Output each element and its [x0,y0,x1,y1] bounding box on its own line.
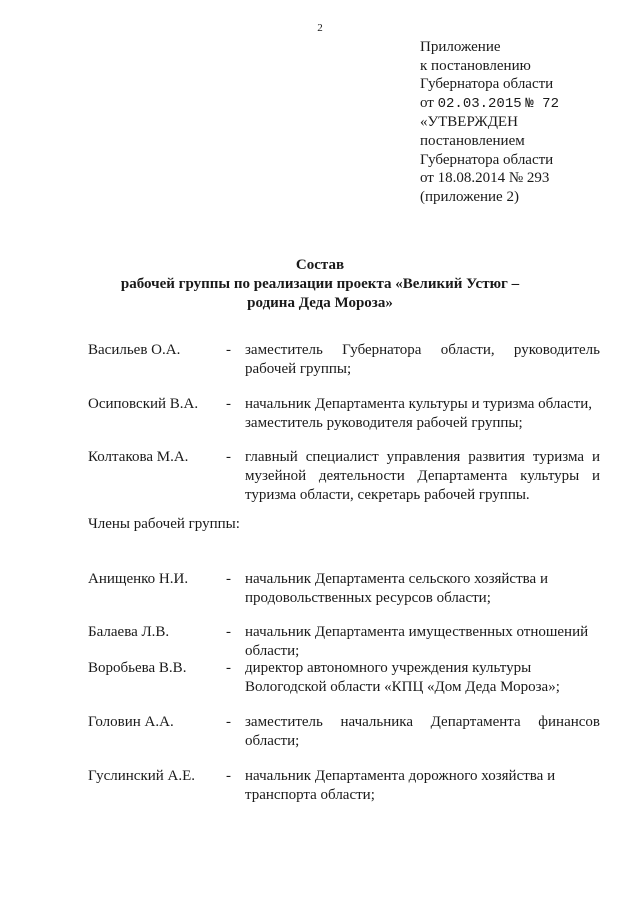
person-role: директор автономного учреждения культуры Вологодской области «КПЦ «Дом Деда Мороза»; [245,660,560,695]
person-name: Гуслинский А.Е. [88,768,196,784]
person-role: начальник Департамента дорожного хозяйства и транспорта области; [245,768,556,803]
document-title [0,256,640,313]
approved-line: Губернатора области [420,151,554,168]
title-line: родина Деда Мороза» [247,295,393,311]
approved-line: от 18.08.2014 № 293 [420,170,550,187]
person-role: заместитель Губернатора области, руководитель рабочей группы; [245,342,600,377]
person-name: Осиповский В.А. [88,396,199,412]
person-name: Балаева Л.В. [88,624,170,640]
approved-line: (приложение 2) [420,188,519,205]
appendix-date: 02.03.2015 [437,95,522,112]
approved-line: постановлением [420,132,525,149]
person-role: начальник Департамента культуры и туризма области, заместитель руководителя рабочей группы; [245,396,593,431]
dash-separator: - [226,768,231,784]
appendix-line: к постановлению [420,57,531,74]
dash-separator: - [226,714,231,730]
appendix-line: Губернатора области [420,76,554,93]
dash-separator: - [226,396,231,412]
person-name: Головин А.А. [88,714,174,730]
person-name: Колтакова М.А. [88,449,189,465]
appendix-date-line [420,94,559,114]
title-line: рабочей группы по реализации проекта «Великий Устюг – [120,276,520,292]
appendix-date-prefix: от [420,94,434,111]
person-role: главный специалист управления развития туризма и музейной деятельности Департамента культуры и туризма области, секретарь рабочей группы. [245,449,600,503]
dash-separator: - [226,571,231,587]
appendix-line: Приложение [420,39,501,55]
person-role: начальник Департамента сельского хозяйства и продовольственных ресурсов области; [245,571,548,606]
page-number: 2 [317,22,323,34]
dash-separator: - [226,624,231,640]
dash-separator: - [226,449,231,465]
members-heading: Члены рабочей группы: [88,516,240,532]
person-role: начальник Департамента имущественных отношений области; [245,624,589,659]
person-name: Анищенко Н.И. [88,571,189,587]
dash-separator: - [226,660,231,676]
appendix-number: № 72 [525,95,559,112]
title-line: Состав [295,257,345,273]
person-role: заместитель начальника Департамента финансов области; [245,714,600,749]
appendix-block [420,38,559,206]
approved-line: «УТВЕРЖДЕН [420,114,518,131]
person-name: Васильев О.А. [88,342,181,358]
person-name: Воробьева В.В. [88,660,187,676]
dash-separator: - [226,342,231,358]
